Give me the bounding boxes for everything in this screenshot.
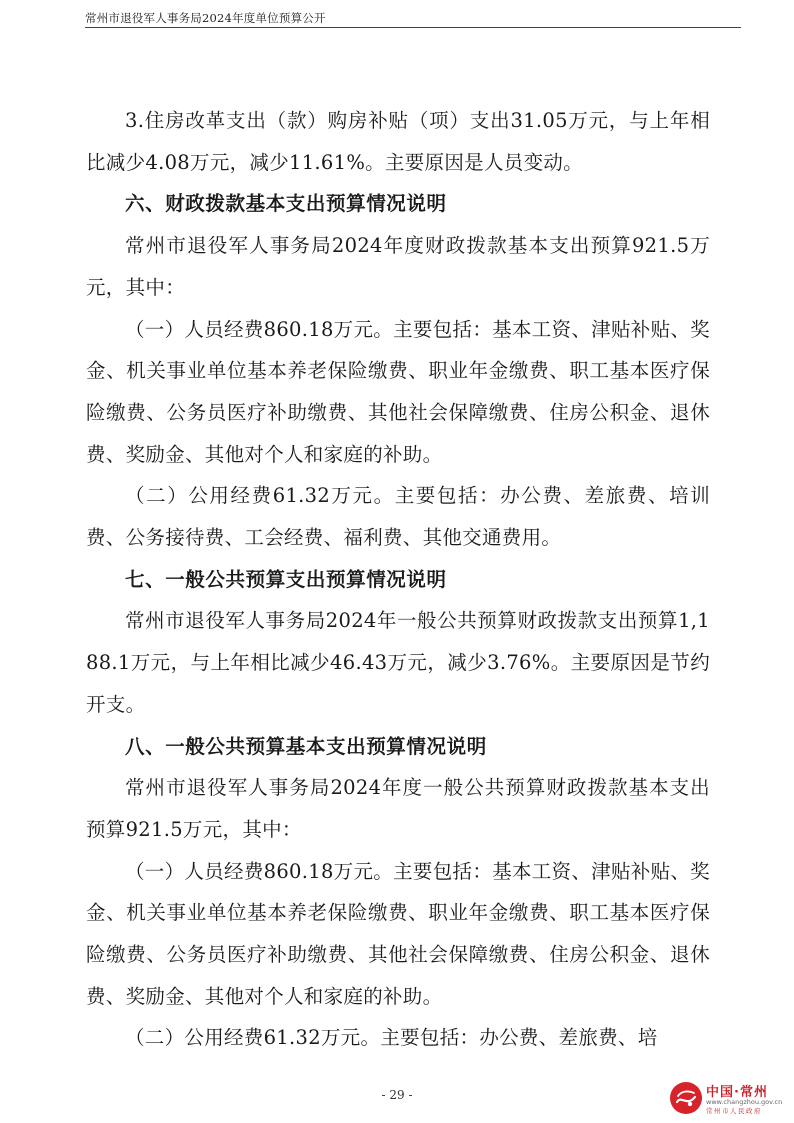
- paragraph: 3.住房改革支出（款）购房补贴（项）支出31.05万元，与上年相比减少4.08万元，减少11.61%。主要原因是人员变动。: [86, 109, 710, 174]
- logo-title: 中国·常州: [706, 1085, 768, 1100]
- paragraph: 常州市退役军人事务局2024年度一般公共预算财政拨款基本支出预算921.5万元，其中：: [86, 776, 710, 841]
- paragraph: 常州市退役军人事务局2024年一般公共预算财政拨款支出预算1,188.1万元，与上年相比减少46.43万元，减少3.76%。主要原因是节约开支。: [86, 609, 710, 716]
- logo-subtitle: 常州市人民政府: [706, 1107, 762, 1115]
- paragraph: （二）公用经费61.32万元。主要包括：办公费、差旅费、培: [125, 1026, 658, 1050]
- paragraph: （二）公用经费61.32万元。主要包括：办公费、差旅费、培训费、公务接待费、工会经费、福利费、其他交通费用。: [86, 484, 710, 550]
- header-divider: [85, 27, 741, 28]
- running-header: 常州市退役军人事务局2024年度单位预算公开: [85, 11, 326, 25]
- section-heading: 八、一般公共预算基本支出预算情况说明: [125, 734, 487, 758]
- paragraph: 常州市退役军人事务局2024年度财政拨款基本支出预算921.5万元，其中：: [86, 234, 710, 299]
- document-body: [86, 100, 710, 1059]
- site-logo[interactable]: [670, 1078, 792, 1116]
- section-heading: 七、一般公共预算支出预算情况说明: [125, 567, 447, 591]
- section-heading: 六、财政拨款基本支出预算情况说明: [125, 192, 447, 216]
- page-number: - 29 -: [381, 1088, 413, 1102]
- paragraph: （一）人员经费860.18万元。主要包括：基本工资、津贴补贴、奖金、机关事业单位基本养老保险缴费、职业年金缴费、职工基本医疗保险缴费、公务员医疗补助缴费、其他社会保障缴费、住房公积金、退休费、奖励金、其他对个人和家庭的补助。: [86, 317, 710, 466]
- changzhou-emblem-icon: [670, 1082, 702, 1114]
- logo-url: www.changzhou.gov.cn: [706, 1098, 783, 1106]
- paragraph: （一）人员经费860.18万元。主要包括：基本工资、津贴补贴、奖金、机关事业单位基本养老保险缴费、职业年金缴费、职工基本医疗保险缴费、公务员医疗补助缴费、其他社会保障缴费、住房公积金、退休费、奖励金、其他对个人和家庭的补助。: [86, 859, 710, 1008]
